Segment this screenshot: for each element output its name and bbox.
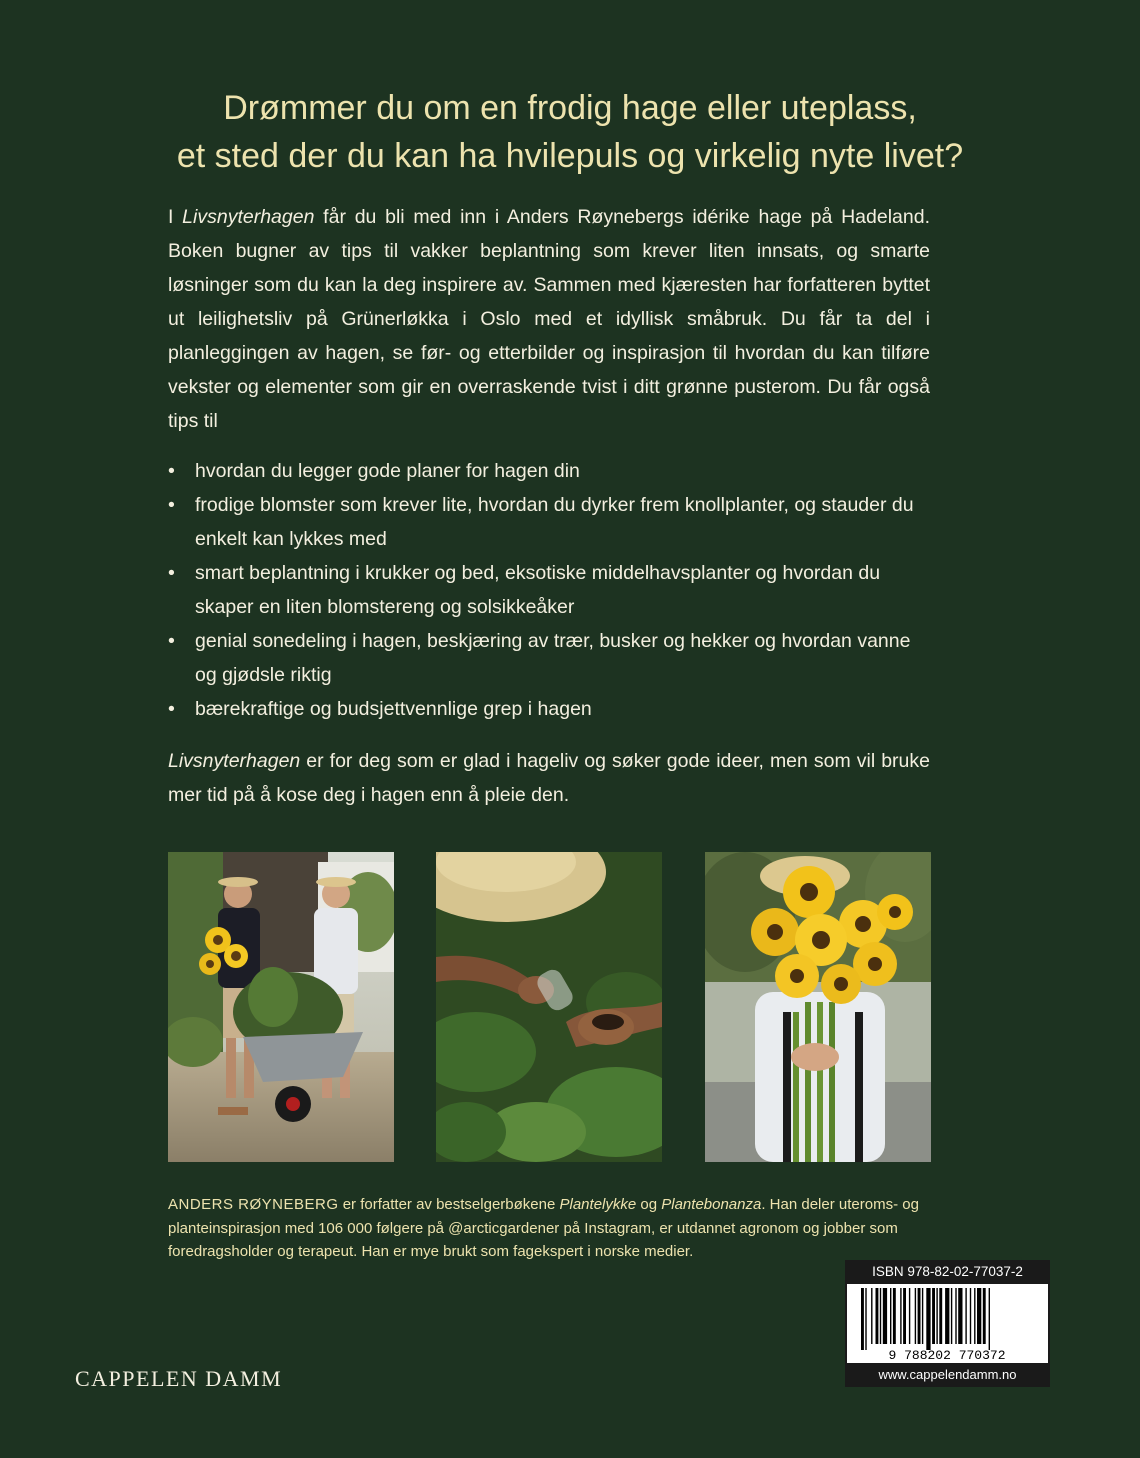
barcode-bar [989, 1288, 990, 1350]
intro-paragraph [168, 200, 930, 438]
bio-text-2: og [636, 1196, 662, 1213]
barcode-bar [926, 1288, 930, 1350]
headline-line-1: Drømmer du om en frodig hage eller uteplass, [223, 89, 917, 127]
barcode-bar [883, 1288, 887, 1344]
barcode-bar [965, 1288, 966, 1344]
headline-line-2: et sted der du kan ha hvilepuls og virkelig nyte livet? [176, 137, 964, 175]
bio-book-1: Plantelykke [559, 1196, 637, 1213]
barcode-bar [880, 1288, 881, 1344]
barcode-bar [861, 1288, 864, 1350]
bio-text-3: . Han deler uteroms- og planteinspirasjon med 106 000 følgere på @arcticgardener på Instagram, er utdannet agronom og jobber som foredragsholder og terapeut. Han er mye brukt som fagekspert i norske medier. [168, 1196, 919, 1260]
barcode-bar [977, 1288, 981, 1344]
author-name: ANDERS RØYNEBERG [168, 1196, 339, 1213]
barcode-bar [932, 1288, 935, 1344]
barcode-bar [958, 1288, 962, 1344]
barcode-bar [936, 1288, 937, 1344]
barcode-digits: 9 788202 770372 [888, 1348, 1006, 1363]
barcode-bar [955, 1288, 956, 1344]
bio-text-1: er forfatter av bestselgerbøkene [338, 1196, 560, 1213]
barcode-bar [900, 1288, 901, 1344]
barcode-bar [974, 1288, 975, 1344]
barcode-bar [893, 1288, 896, 1344]
outro-text: er for deg som er glad i hageliv og søker gode ideer, men som vil bruke mer tid på å kose deg i hagen enn å pleie den. [168, 750, 930, 806]
barcode-bar [865, 1288, 866, 1350]
barcode-bar [915, 1288, 916, 1344]
photo-hands-soil [436, 852, 662, 1162]
barcode-bar [909, 1288, 910, 1344]
list-item: • smart beplantning i krukker og bed, eksotiske middelhavsplanter og hvordan du skaper en liten blomstereng og solsikkeåker [168, 556, 930, 624]
author-bio [168, 1193, 940, 1264]
photo-sunflower-bouquet [705, 852, 931, 1162]
headline [100, 84, 1040, 180]
barcode-bar [939, 1288, 942, 1344]
intro-text: får du bli med inn i Anders Røynebergs idérike hage på Hadeland. Boken bugner av tips til vakker beplantning som krever liten innsats, og smarte løsninger som du kan la deg inspirere av. Sammen med kjæresten har forfatteren byttet ut leilighetsliv på Grünerløkka i Oslo med et idyllisk småbruk. Du får ta del i planleggingen av hagen, se før- og etterbilder og inspirasjon til hvordan du kan tilføre vekster og elementer som gir en overraskende tvist i ditt grønne pusterom. Du får også tips til [168, 206, 930, 432]
tips-list [168, 454, 930, 726]
publisher-logo: CAPPELEN DAMM [75, 1366, 283, 1391]
barcode-bar [983, 1288, 986, 1344]
barcode [847, 1284, 1048, 1363]
barcode-bar [903, 1288, 906, 1344]
barcode-block [845, 1260, 1050, 1387]
list-item: • bærekraftige og budsjettvennlige grep i hagen [168, 692, 930, 726]
outro-book-title: Livsnyterhagen [168, 750, 301, 772]
list-item: • frodige blomster som krever lite, hvordan du dyrker frem knollplanter, og stauder du enkelt kan lykkes med [168, 488, 930, 556]
list-item: • hvordan du legger gode planer for hagen din [168, 454, 930, 488]
barcode-bar [918, 1288, 921, 1344]
barcode-bar [922, 1288, 923, 1344]
photo-gardeners-wheelbarrow [168, 852, 394, 1162]
barcode-bar [890, 1288, 891, 1344]
list-item: • genial sonedeling i hagen, beskjæring av trær, busker og hekker og hvordan vanne og gjødsle riktig [168, 624, 930, 692]
barcode-bar [876, 1288, 879, 1344]
barcode-bar [951, 1288, 952, 1344]
isbn-label: ISBN 978-82-02-77037-2 [872, 1264, 1023, 1279]
barcode-bar [970, 1288, 971, 1344]
barcode-bar [945, 1288, 949, 1344]
outro-paragraph [168, 744, 930, 812]
bio-book-2: Plantebonanza [661, 1196, 762, 1213]
barcode-bar [871, 1288, 872, 1344]
publisher-website: www.cappelendamm.no [878, 1367, 1017, 1382]
intro-prefix: I [168, 206, 183, 228]
intro-book-title: Livsnyterhagen [182, 206, 315, 228]
